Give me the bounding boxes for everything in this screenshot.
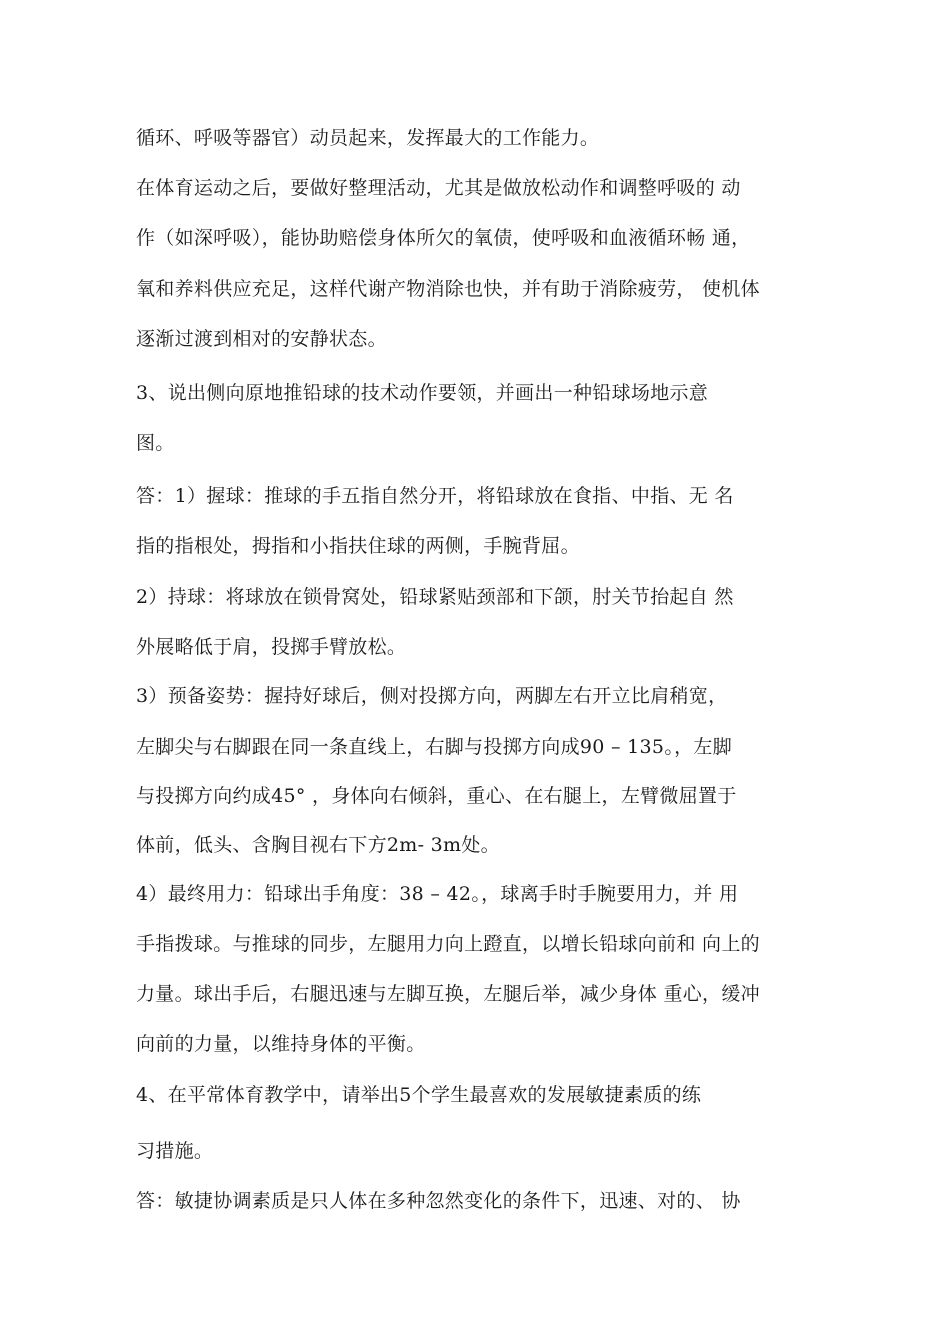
text-line: 图。	[136, 432, 175, 454]
text-line: 答：敏捷协调素质是只人体在多种忽然变化的条件下，迅速、对的、 协	[136, 1190, 741, 1212]
text-line: 4）最终用力：铅球出手角度：38 – 42。，球离手时手腕要用力，并 用	[136, 883, 739, 905]
text-line: 逐渐过渡到相对的安静状态。	[136, 328, 387, 350]
text-line: 3、说出侧向原地推铅球的技术动作要领，并画出一种铅球场地示意	[136, 382, 709, 404]
text-line: 习措施。	[136, 1140, 214, 1162]
text-line: 手指拨球。与推球的同步，左腿用力向上蹬直，以增长铅球向前和 向上的	[136, 933, 760, 955]
text-line: 左脚尖与右脚跟在同一条直线上，右脚与投掷方向成90 – 135。，左脚	[136, 736, 733, 758]
text-line: 循环、呼吸等器官）动员起来，发挥最大的工作能力。	[136, 127, 600, 149]
text-line: 力量。球出手后，右腿迅速与左脚互换，左腿后举，减少身体 重心，缓冲	[136, 983, 760, 1005]
text-line: 氧和养料供应充足，这样代谢产物消除也快，并有助于消除疲劳， 使机体	[136, 278, 760, 300]
text-line: 作（如深呼吸），能协助赔偿身体所欠的氧债，使呼吸和血液循环畅 通，	[136, 227, 751, 249]
text-line: 体前，低头、含胸目视右下方2m- 3m处。	[136, 834, 500, 856]
text-line: 答：1）握球：推球的手五指自然分开，将铅球放在食指、中指、无 名	[136, 485, 734, 507]
text-line: 在体育运动之后，要做好整理活动，尤其是做放松动作和调整呼吸的 动	[136, 177, 741, 199]
text-line: 向前的力量，以维持身体的平衡。	[136, 1033, 426, 1055]
text-line: 外展略低于肩，投掷手臂放松。	[136, 636, 407, 658]
text-line: 与投掷方向约成45° ，身体向右倾斜，重心、在右腿上，左臂微屈置于	[136, 785, 737, 807]
text-line: 指的指根处，拇指和小指扶住球的两侧，手腕背屈。	[136, 535, 580, 557]
text-line: 2）持球：将球放在锁骨窝处，铅球紧贴颈部和下颌，肘关节抬起自 然	[136, 586, 734, 608]
text-line: 4、在平常体育教学中，请举出5个学生最喜欢的发展敏捷素质的练	[136, 1084, 702, 1106]
text-line: 3）预备姿势：握持好球后，侧对投掷方向，两脚左右开立比肩稍宽，	[136, 685, 728, 707]
